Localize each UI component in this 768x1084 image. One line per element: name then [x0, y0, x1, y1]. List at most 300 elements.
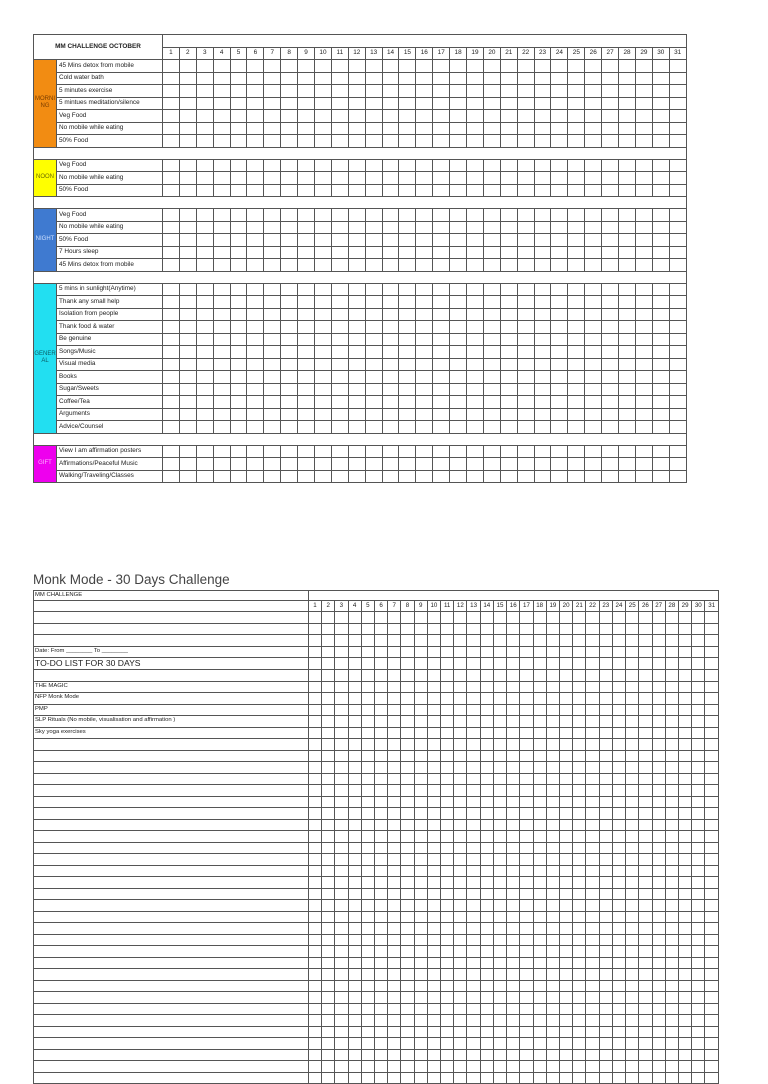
day-checkbox-cell[interactable] [533, 658, 546, 670]
day-checkbox-cell[interactable] [599, 888, 612, 900]
day-checkbox-cell[interactable] [626, 739, 639, 751]
day-checkbox-cell[interactable] [599, 762, 612, 774]
day-checkbox-cell[interactable] [399, 172, 416, 185]
day-checkbox-cell[interactable] [546, 762, 559, 774]
day-checkbox-cell[interactable] [298, 308, 315, 321]
day-checkbox-cell[interactable] [652, 209, 669, 222]
day-checkbox-cell[interactable] [441, 612, 454, 624]
day-checkbox-cell[interactable] [361, 1003, 374, 1015]
day-checkbox-cell[interactable] [546, 727, 559, 739]
day-checkbox-cell[interactable] [599, 934, 612, 946]
day-checkbox-cell[interactable] [348, 1038, 361, 1050]
day-checkbox-cell[interactable] [568, 346, 585, 359]
day-checkbox-cell[interactable] [213, 470, 230, 483]
day-checkbox-cell[interactable] [401, 877, 414, 889]
day-checkbox-cell[interactable] [348, 923, 361, 935]
day-checkbox-cell[interactable] [480, 785, 493, 797]
day-checkbox-cell[interactable] [551, 396, 568, 409]
day-checkbox-cell[interactable] [568, 321, 585, 334]
day-checkbox-cell[interactable] [599, 658, 612, 670]
day-checkbox-cell[interactable] [602, 383, 619, 396]
day-checkbox-cell[interactable] [493, 681, 506, 693]
day-checkbox-cell[interactable] [298, 283, 315, 296]
day-checkbox-cell[interactable] [534, 159, 551, 172]
day-checkbox-cell[interactable] [619, 159, 636, 172]
day-checkbox-cell[interactable] [619, 346, 636, 359]
day-checkbox-cell[interactable] [322, 900, 335, 912]
day-checkbox-cell[interactable] [196, 135, 213, 148]
day-checkbox-cell[interactable] [414, 612, 427, 624]
day-checkbox-cell[interactable] [308, 934, 321, 946]
day-checkbox-cell[interactable] [507, 923, 520, 935]
day-checkbox-cell[interactable] [586, 957, 599, 969]
day-checkbox-cell[interactable] [619, 458, 636, 471]
day-checkbox-cell[interactable] [322, 670, 335, 682]
day-checkbox-cell[interactable] [573, 693, 586, 705]
day-checkbox-cell[interactable] [374, 854, 387, 866]
day-checkbox-cell[interactable] [308, 623, 321, 635]
day-checkbox-cell[interactable] [705, 1072, 719, 1084]
day-checkbox-cell[interactable] [179, 396, 196, 409]
day-checkbox-cell[interactable] [705, 670, 719, 682]
day-checkbox-cell[interactable] [467, 762, 480, 774]
day-checkbox-cell[interactable] [602, 396, 619, 409]
day-checkbox-cell[interactable] [399, 445, 416, 458]
day-checkbox-cell[interactable] [678, 750, 691, 762]
day-checkbox-cell[interactable] [639, 819, 652, 831]
day-checkbox-cell[interactable] [678, 946, 691, 958]
day-checkbox-cell[interactable] [500, 172, 517, 185]
day-checkbox-cell[interactable] [612, 1061, 625, 1073]
day-checkbox-cell[interactable] [533, 646, 546, 658]
day-checkbox-cell[interactable] [331, 396, 348, 409]
day-checkbox-cell[interactable] [534, 209, 551, 222]
day-checkbox-cell[interactable] [213, 445, 230, 458]
day-checkbox-cell[interactable] [454, 865, 467, 877]
day-checkbox-cell[interactable] [639, 888, 652, 900]
day-checkbox-cell[interactable] [399, 110, 416, 123]
day-checkbox-cell[interactable] [450, 159, 467, 172]
day-checkbox-cell[interactable] [365, 321, 382, 334]
day-checkbox-cell[interactable] [441, 980, 454, 992]
day-checkbox-cell[interactable] [315, 296, 332, 309]
day-checkbox-cell[interactable] [163, 358, 180, 371]
day-checkbox-cell[interactable] [669, 122, 686, 135]
day-checkbox-cell[interactable] [560, 704, 573, 716]
day-checkbox-cell[interactable] [374, 842, 387, 854]
day-checkbox-cell[interactable] [551, 383, 568, 396]
day-checkbox-cell[interactable] [573, 716, 586, 728]
day-checkbox-cell[interactable] [450, 408, 467, 421]
day-checkbox-cell[interactable] [196, 246, 213, 259]
day-checkbox-cell[interactable] [546, 854, 559, 866]
day-checkbox-cell[interactable] [493, 727, 506, 739]
day-checkbox-cell[interactable] [348, 308, 365, 321]
day-checkbox-cell[interactable] [500, 221, 517, 234]
day-checkbox-cell[interactable] [493, 854, 506, 866]
day-checkbox-cell[interactable] [365, 97, 382, 110]
day-checkbox-cell[interactable] [441, 693, 454, 705]
day-checkbox-cell[interactable] [331, 246, 348, 259]
day-checkbox-cell[interactable] [551, 283, 568, 296]
day-checkbox-cell[interactable] [480, 957, 493, 969]
day-checkbox-cell[interactable] [705, 704, 719, 716]
day-checkbox-cell[interactable] [348, 283, 365, 296]
day-checkbox-cell[interactable] [705, 888, 719, 900]
day-checkbox-cell[interactable] [348, 716, 361, 728]
day-checkbox-cell[interactable] [401, 681, 414, 693]
day-checkbox-cell[interactable] [322, 704, 335, 716]
day-checkbox-cell[interactable] [692, 739, 705, 751]
day-checkbox-cell[interactable] [298, 396, 315, 409]
day-checkbox-cell[interactable] [551, 60, 568, 73]
day-checkbox-cell[interactable] [264, 470, 281, 483]
day-checkbox-cell[interactable] [586, 934, 599, 946]
day-checkbox-cell[interactable] [635, 458, 652, 471]
day-checkbox-cell[interactable] [507, 750, 520, 762]
day-checkbox-cell[interactable] [163, 346, 180, 359]
day-checkbox-cell[interactable] [635, 421, 652, 434]
day-checkbox-cell[interactable] [315, 383, 332, 396]
day-checkbox-cell[interactable] [665, 934, 678, 946]
day-checkbox-cell[interactable] [546, 808, 559, 820]
day-checkbox-cell[interactable] [414, 716, 427, 728]
day-checkbox-cell[interactable] [179, 308, 196, 321]
day-checkbox-cell[interactable] [365, 72, 382, 85]
day-checkbox-cell[interactable] [247, 346, 264, 359]
day-checkbox-cell[interactable] [467, 623, 480, 635]
day-checkbox-cell[interactable] [652, 750, 665, 762]
day-checkbox-cell[interactable] [322, 716, 335, 728]
day-checkbox-cell[interactable] [533, 1026, 546, 1038]
day-checkbox-cell[interactable] [692, 704, 705, 716]
day-checkbox-cell[interactable] [361, 796, 374, 808]
day-checkbox-cell[interactable] [179, 221, 196, 234]
day-checkbox-cell[interactable] [374, 623, 387, 635]
day-checkbox-cell[interactable] [507, 739, 520, 751]
day-checkbox-cell[interactable] [692, 831, 705, 843]
day-checkbox-cell[interactable] [520, 934, 533, 946]
day-checkbox-cell[interactable] [678, 739, 691, 751]
day-checkbox-cell[interactable] [493, 1015, 506, 1027]
day-checkbox-cell[interactable] [335, 704, 348, 716]
day-checkbox-cell[interactable] [551, 259, 568, 272]
day-checkbox-cell[interactable] [348, 831, 361, 843]
day-checkbox-cell[interactable] [507, 1003, 520, 1015]
day-checkbox-cell[interactable] [626, 1061, 639, 1073]
day-checkbox-cell[interactable] [230, 60, 247, 73]
day-checkbox-cell[interactable] [500, 458, 517, 471]
day-checkbox-cell[interactable] [331, 72, 348, 85]
day-checkbox-cell[interactable] [331, 172, 348, 185]
day-checkbox-cell[interactable] [652, 97, 669, 110]
day-checkbox-cell[interactable] [374, 670, 387, 682]
day-checkbox-cell[interactable] [551, 184, 568, 197]
day-checkbox-cell[interactable] [493, 1049, 506, 1061]
day-checkbox-cell[interactable] [602, 122, 619, 135]
day-checkbox-cell[interactable] [213, 72, 230, 85]
day-checkbox-cell[interactable] [635, 346, 652, 359]
day-checkbox-cell[interactable] [467, 785, 480, 797]
day-checkbox-cell[interactable] [441, 946, 454, 958]
day-checkbox-cell[interactable] [705, 946, 719, 958]
day-checkbox-cell[interactable] [247, 246, 264, 259]
day-checkbox-cell[interactable] [298, 209, 315, 222]
day-checkbox-cell[interactable] [669, 383, 686, 396]
day-checkbox-cell[interactable] [322, 727, 335, 739]
day-checkbox-cell[interactable] [467, 346, 484, 359]
day-checkbox-cell[interactable] [534, 408, 551, 421]
day-checkbox-cell[interactable] [401, 727, 414, 739]
day-checkbox-cell[interactable] [520, 900, 533, 912]
day-checkbox-cell[interactable] [639, 923, 652, 935]
day-checkbox-cell[interactable] [348, 159, 365, 172]
day-checkbox-cell[interactable] [533, 670, 546, 682]
day-checkbox-cell[interactable] [441, 923, 454, 935]
day-checkbox-cell[interactable] [560, 1003, 573, 1015]
day-checkbox-cell[interactable] [315, 321, 332, 334]
day-checkbox-cell[interactable] [619, 371, 636, 384]
day-checkbox-cell[interactable] [441, 670, 454, 682]
day-checkbox-cell[interactable] [454, 980, 467, 992]
day-checkbox-cell[interactable] [665, 612, 678, 624]
day-checkbox-cell[interactable] [652, 704, 665, 716]
day-checkbox-cell[interactable] [281, 383, 298, 396]
day-checkbox-cell[interactable] [454, 727, 467, 739]
day-checkbox-cell[interactable] [298, 333, 315, 346]
day-checkbox-cell[interactable] [427, 819, 440, 831]
day-checkbox-cell[interactable] [427, 808, 440, 820]
day-checkbox-cell[interactable] [692, 750, 705, 762]
day-checkbox-cell[interactable] [560, 658, 573, 670]
day-checkbox-cell[interactable] [585, 97, 602, 110]
day-checkbox-cell[interactable] [163, 246, 180, 259]
day-checkbox-cell[interactable] [551, 296, 568, 309]
day-checkbox-cell[interactable] [507, 1072, 520, 1084]
day-checkbox-cell[interactable] [374, 796, 387, 808]
day-checkbox-cell[interactable] [467, 371, 484, 384]
day-checkbox-cell[interactable] [626, 923, 639, 935]
day-checkbox-cell[interactable] [678, 646, 691, 658]
day-checkbox-cell[interactable] [179, 296, 196, 309]
day-checkbox-cell[interactable] [652, 458, 669, 471]
day-checkbox-cell[interactable] [331, 321, 348, 334]
day-checkbox-cell[interactable] [388, 1003, 401, 1015]
day-checkbox-cell[interactable] [416, 470, 433, 483]
day-checkbox-cell[interactable] [454, 1049, 467, 1061]
day-checkbox-cell[interactable] [560, 612, 573, 624]
day-checkbox-cell[interactable] [365, 296, 382, 309]
day-checkbox-cell[interactable] [361, 635, 374, 647]
day-checkbox-cell[interactable] [480, 842, 493, 854]
day-checkbox-cell[interactable] [560, 992, 573, 1004]
day-checkbox-cell[interactable] [568, 421, 585, 434]
day-checkbox-cell[interactable] [322, 658, 335, 670]
day-checkbox-cell[interactable] [264, 135, 281, 148]
day-checkbox-cell[interactable] [335, 923, 348, 935]
day-checkbox-cell[interactable] [669, 346, 686, 359]
day-checkbox-cell[interactable] [585, 110, 602, 123]
day-checkbox-cell[interactable] [573, 681, 586, 693]
day-checkbox-cell[interactable] [517, 234, 534, 247]
day-checkbox-cell[interactable] [179, 371, 196, 384]
day-checkbox-cell[interactable] [493, 796, 506, 808]
day-checkbox-cell[interactable] [433, 333, 450, 346]
day-checkbox-cell[interactable] [586, 681, 599, 693]
day-checkbox-cell[interactable] [374, 704, 387, 716]
day-checkbox-cell[interactable] [450, 358, 467, 371]
day-checkbox-cell[interactable] [585, 72, 602, 85]
day-checkbox-cell[interactable] [365, 110, 382, 123]
day-checkbox-cell[interactable] [335, 831, 348, 843]
day-checkbox-cell[interactable] [315, 283, 332, 296]
day-checkbox-cell[interactable] [507, 704, 520, 716]
day-checkbox-cell[interactable] [507, 946, 520, 958]
day-checkbox-cell[interactable] [441, 819, 454, 831]
day-checkbox-cell[interactable] [652, 877, 665, 889]
day-checkbox-cell[interactable] [427, 865, 440, 877]
day-checkbox-cell[interactable] [454, 658, 467, 670]
day-checkbox-cell[interactable] [179, 184, 196, 197]
day-checkbox-cell[interactable] [388, 969, 401, 981]
day-checkbox-cell[interactable] [665, 1003, 678, 1015]
day-checkbox-cell[interactable] [517, 221, 534, 234]
day-checkbox-cell[interactable] [382, 358, 399, 371]
day-checkbox-cell[interactable] [602, 408, 619, 421]
day-checkbox-cell[interactable] [692, 716, 705, 728]
day-checkbox-cell[interactable] [348, 172, 365, 185]
day-checkbox-cell[interactable] [652, 122, 669, 135]
day-checkbox-cell[interactable] [348, 773, 361, 785]
day-checkbox-cell[interactable] [335, 1003, 348, 1015]
day-checkbox-cell[interactable] [705, 831, 719, 843]
day-checkbox-cell[interactable] [573, 946, 586, 958]
day-checkbox-cell[interactable] [365, 283, 382, 296]
day-checkbox-cell[interactable] [517, 396, 534, 409]
day-checkbox-cell[interactable] [520, 623, 533, 635]
day-checkbox-cell[interactable] [551, 358, 568, 371]
day-checkbox-cell[interactable] [454, 900, 467, 912]
day-checkbox-cell[interactable] [626, 865, 639, 877]
day-checkbox-cell[interactable] [551, 97, 568, 110]
day-checkbox-cell[interactable] [480, 854, 493, 866]
day-checkbox-cell[interactable] [493, 785, 506, 797]
day-checkbox-cell[interactable] [322, 762, 335, 774]
day-checkbox-cell[interactable] [467, 923, 480, 935]
day-checkbox-cell[interactable] [639, 681, 652, 693]
day-checkbox-cell[interactable] [308, 739, 321, 751]
day-checkbox-cell[interactable] [507, 623, 520, 635]
day-checkbox-cell[interactable] [612, 1026, 625, 1038]
day-checkbox-cell[interactable] [348, 1003, 361, 1015]
day-checkbox-cell[interactable] [500, 259, 517, 272]
day-checkbox-cell[interactable] [348, 646, 361, 658]
day-checkbox-cell[interactable] [230, 122, 247, 135]
day-checkbox-cell[interactable] [533, 923, 546, 935]
day-checkbox-cell[interactable] [652, 739, 665, 751]
day-checkbox-cell[interactable] [585, 246, 602, 259]
day-checkbox-cell[interactable] [705, 934, 719, 946]
day-checkbox-cell[interactable] [401, 946, 414, 958]
day-checkbox-cell[interactable] [433, 209, 450, 222]
day-checkbox-cell[interactable] [179, 172, 196, 185]
day-checkbox-cell[interactable] [213, 408, 230, 421]
day-checkbox-cell[interactable] [281, 60, 298, 73]
day-checkbox-cell[interactable] [560, 911, 573, 923]
day-checkbox-cell[interactable] [678, 1015, 691, 1027]
day-checkbox-cell[interactable] [520, 1072, 533, 1084]
day-checkbox-cell[interactable] [517, 445, 534, 458]
day-checkbox-cell[interactable] [467, 727, 480, 739]
day-checkbox-cell[interactable] [568, 445, 585, 458]
day-checkbox-cell[interactable] [308, 888, 321, 900]
day-checkbox-cell[interactable] [433, 396, 450, 409]
day-checkbox-cell[interactable] [348, 296, 365, 309]
day-checkbox-cell[interactable] [335, 773, 348, 785]
day-checkbox-cell[interactable] [427, 842, 440, 854]
day-checkbox-cell[interactable] [635, 396, 652, 409]
day-checkbox-cell[interactable] [427, 934, 440, 946]
day-checkbox-cell[interactable] [247, 445, 264, 458]
day-checkbox-cell[interactable] [534, 346, 551, 359]
day-checkbox-cell[interactable] [560, 900, 573, 912]
day-checkbox-cell[interactable] [467, 1072, 480, 1084]
day-checkbox-cell[interactable] [626, 646, 639, 658]
day-checkbox-cell[interactable] [247, 371, 264, 384]
day-checkbox-cell[interactable] [163, 421, 180, 434]
day-checkbox-cell[interactable] [163, 159, 180, 172]
day-checkbox-cell[interactable] [163, 60, 180, 73]
day-checkbox-cell[interactable] [348, 623, 361, 635]
day-checkbox-cell[interactable] [414, 992, 427, 1004]
day-checkbox-cell[interactable] [652, 635, 665, 647]
day-checkbox-cell[interactable] [480, 1061, 493, 1073]
day-checkbox-cell[interactable] [361, 819, 374, 831]
day-checkbox-cell[interactable] [399, 259, 416, 272]
day-checkbox-cell[interactable] [493, 750, 506, 762]
day-checkbox-cell[interactable] [230, 209, 247, 222]
day-checkbox-cell[interactable] [586, 773, 599, 785]
day-checkbox-cell[interactable] [678, 854, 691, 866]
day-checkbox-cell[interactable] [573, 785, 586, 797]
day-checkbox-cell[interactable] [626, 1038, 639, 1050]
day-checkbox-cell[interactable] [213, 458, 230, 471]
day-checkbox-cell[interactable] [450, 97, 467, 110]
day-checkbox-cell[interactable] [365, 159, 382, 172]
day-checkbox-cell[interactable] [374, 612, 387, 624]
day-checkbox-cell[interactable] [652, 221, 669, 234]
day-checkbox-cell[interactable] [281, 234, 298, 247]
day-checkbox-cell[interactable] [665, 992, 678, 1004]
day-checkbox-cell[interactable] [586, 1038, 599, 1050]
day-checkbox-cell[interactable] [433, 470, 450, 483]
day-checkbox-cell[interactable] [454, 831, 467, 843]
day-checkbox-cell[interactable] [399, 221, 416, 234]
day-checkbox-cell[interactable] [626, 716, 639, 728]
day-checkbox-cell[interactable] [298, 321, 315, 334]
day-checkbox-cell[interactable] [546, 635, 559, 647]
day-checkbox-cell[interactable] [264, 458, 281, 471]
day-checkbox-cell[interactable] [414, 670, 427, 682]
day-checkbox-cell[interactable] [483, 421, 500, 434]
day-checkbox-cell[interactable] [230, 396, 247, 409]
day-checkbox-cell[interactable] [520, 808, 533, 820]
day-checkbox-cell[interactable] [247, 470, 264, 483]
day-checkbox-cell[interactable] [533, 911, 546, 923]
day-checkbox-cell[interactable] [348, 911, 361, 923]
day-checkbox-cell[interactable] [213, 383, 230, 396]
day-checkbox-cell[interactable] [433, 60, 450, 73]
